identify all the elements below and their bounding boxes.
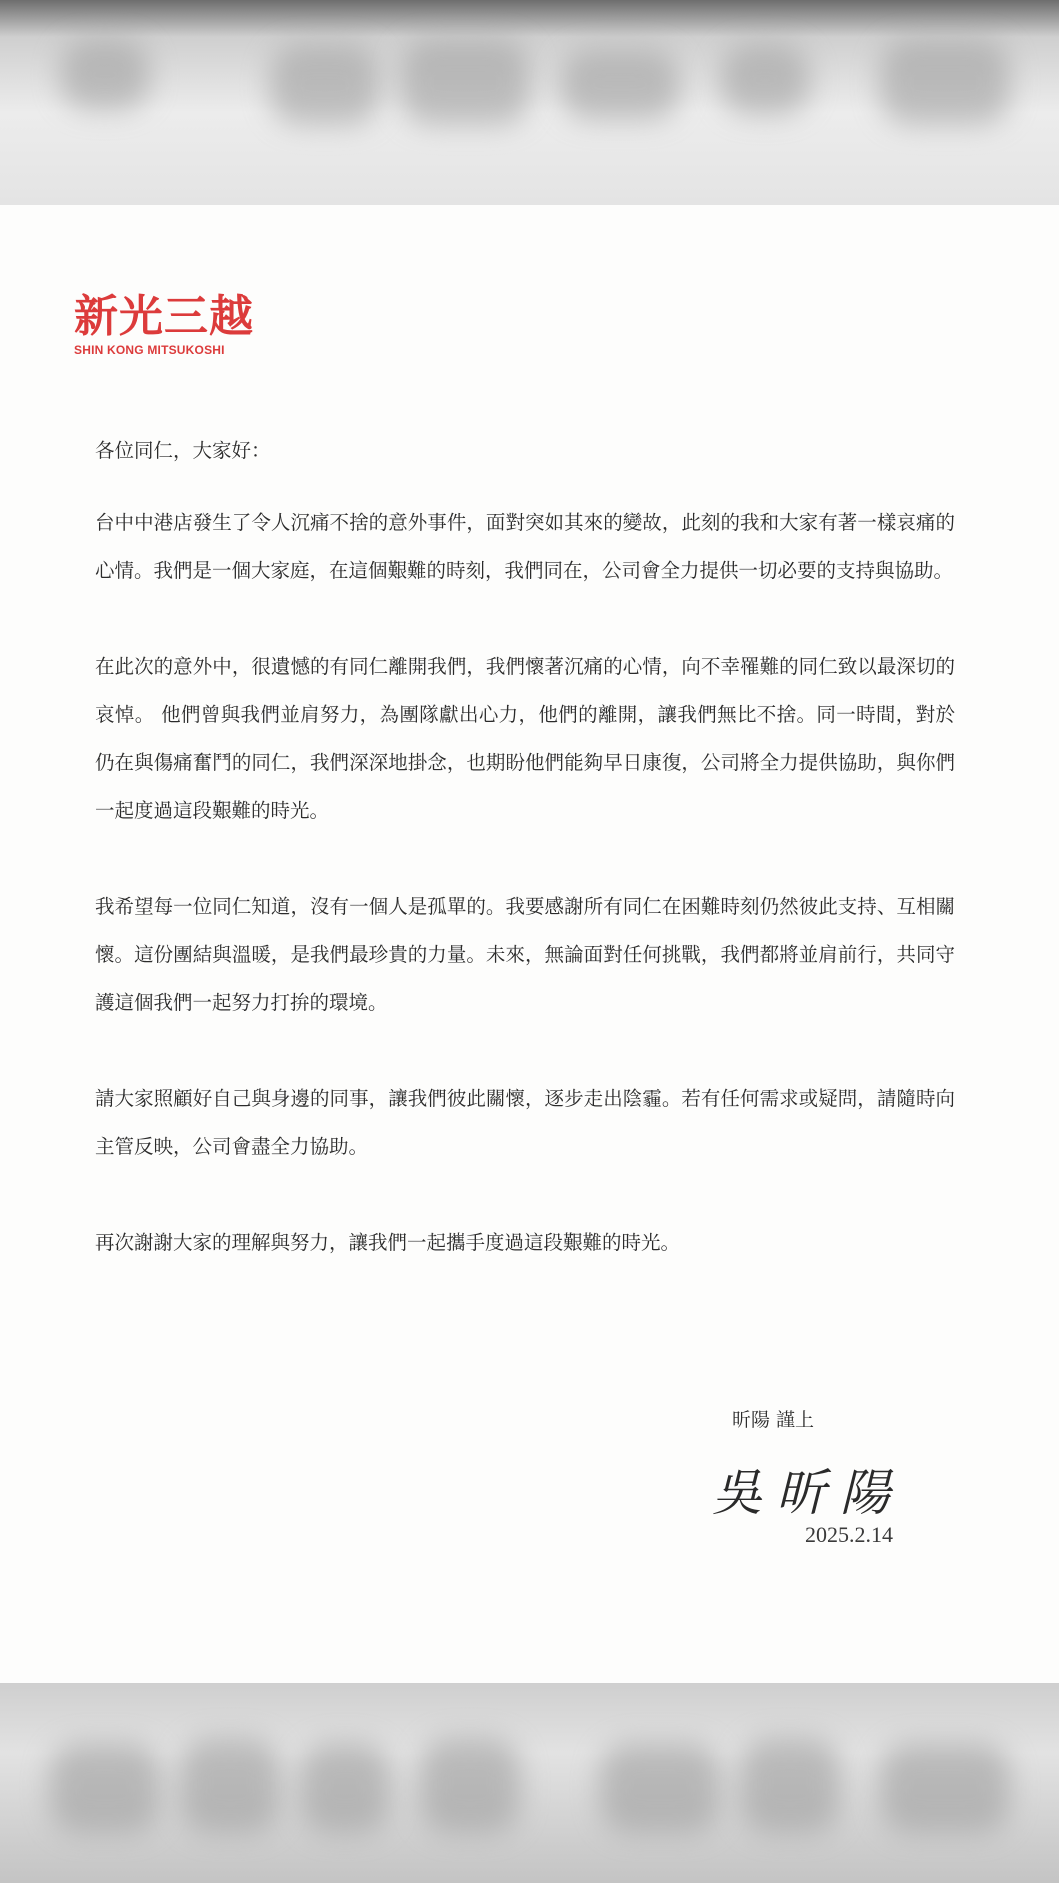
company-logo bbox=[74, 293, 254, 357]
letter-date: 2025.2.14 bbox=[805, 1522, 893, 1547]
letter-paragraph: 再次謝謝大家的理解與努力，讓我們一起攜手度過這段艱難的時光。 bbox=[95, 1231, 681, 1254]
letter-paragraph: 請大家照顧好自己與身邊的同事，讓我們彼此關懷，逐步走出陰霾。若有任何需求或疑問，請隨時向主管反映，公司會盡全力協助。 bbox=[95, 1087, 955, 1158]
letter-body bbox=[95, 427, 955, 1315]
letter-closing: 昕陽 謹上 bbox=[732, 1409, 815, 1431]
letter-greeting: 各位同仁，大家好： bbox=[95, 439, 271, 462]
blurred-background-top bbox=[0, 0, 1059, 205]
blurred-background-bottom bbox=[0, 1683, 1059, 1883]
handwritten-signature: 吳昕陽 bbox=[712, 1464, 904, 1522]
letter-paragraph: 在此次的意外中，很遺憾的有同仁離開我們，我們懷著沉痛的心情，向不幸罹難的同仁致以最深切的哀悼。 他們曾與我們並肩努力，為團隊獻出心力，他們的離開，讓我們無比不捨。同一時間，對於仍在與傷痛奮鬥的同仁，我們深深地掛念，也期盼他們能夠早日康復，公司將全力提供協助，與你們一起度過這段艱難的時光。 bbox=[95, 655, 955, 822]
logo-chinese-text: 新光三越 bbox=[74, 291, 254, 342]
letter-page bbox=[0, 205, 1059, 1683]
letter-paragraph: 台中中港店發生了令人沉痛不捨的意外事件，面對突如其來的變故，此刻的我和大家有著一樣哀痛的心情。我們是一個大家庭，在這個艱難的時刻，我們同在，公司會全力提供一切必要的支持與協助。 bbox=[95, 511, 955, 582]
logo-english-text: SHIN KONG MITSUKOSHI bbox=[74, 343, 225, 357]
letter-paragraph: 我希望每一位同仁知道，沒有一個人是孤單的。我要感謝所有同仁在困難時刻仍然彼此支持、互相關懷。這份團結與溫暖，是我們最珍貴的力量。未來，無論面對任何挑戰，我們都將並肩前行，共同守護這個我們一起努力打拚的環境。 bbox=[95, 895, 955, 1014]
